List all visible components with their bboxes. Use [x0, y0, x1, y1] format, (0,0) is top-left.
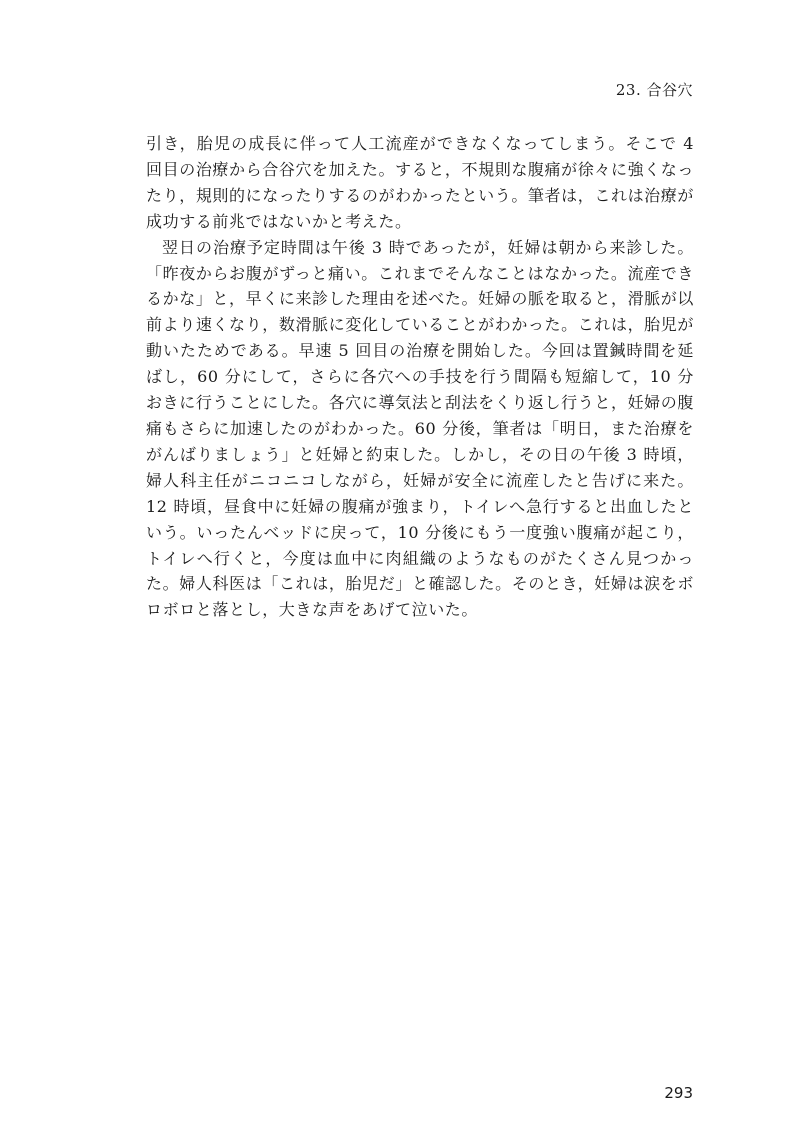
body-text	[146, 131, 694, 623]
page-number: 293	[664, 1084, 693, 1102]
paragraph: 翌日の治療予定時間は午後 3 時であったが，妊婦は朝から来診した。「昨夜からお腹がずっと痛い。これまでそんなことはなかった。流産できるかな」と，早くに来診した理由を述べた。妊婦の脈を取ると，滑脈が以前より速くなり，数滑脈に変化していることがわかった。これは，胎児が動いたためである。早速 5 回目の治療を開始した。今回は置鍼時間を延ばし，60 分にして，さらに各穴への手技を行う間隔も短縮して，10 分おきに行うことにした。各穴に導気法と刮法をくり返し行うと，妊婦の腹痛もさらに加速したのがわかった。60 分後，筆者は「明日，また治療をがんばりましょう」と妊婦と約束した。しかし，その日の午後 3 時頃，婦人科主任がニコニコしながら，妊婦が安全に流産したと告げに来た。12 時頃，昼食中に妊婦の腹痛が強まり，トイレへ急行すると出血したという。いったんベッドに戻って，10 分後にもう一度強い腹痛が起こり，トイレへ行くと，今度は血中に肉組織のようなものがたくさん見つかった。婦人科医は「これは，胎児だ」と確認した。そのとき，妊婦は涙をボロボロと落とし，大きな声をあげて泣いた。	[146, 237, 694, 620]
paragraph: 引き，胎児の成長に伴って人工流産ができなくなってしまう。そこで 4 回目の治療から合谷穴を加えた。すると，不規則な腹痛が徐々に強くなったり，規則的になったりするのがわかったという。筆者は，これは治療が成功する前兆ではないかと考えた。	[146, 134, 694, 231]
running-head: 23. 合谷穴	[615, 81, 693, 99]
